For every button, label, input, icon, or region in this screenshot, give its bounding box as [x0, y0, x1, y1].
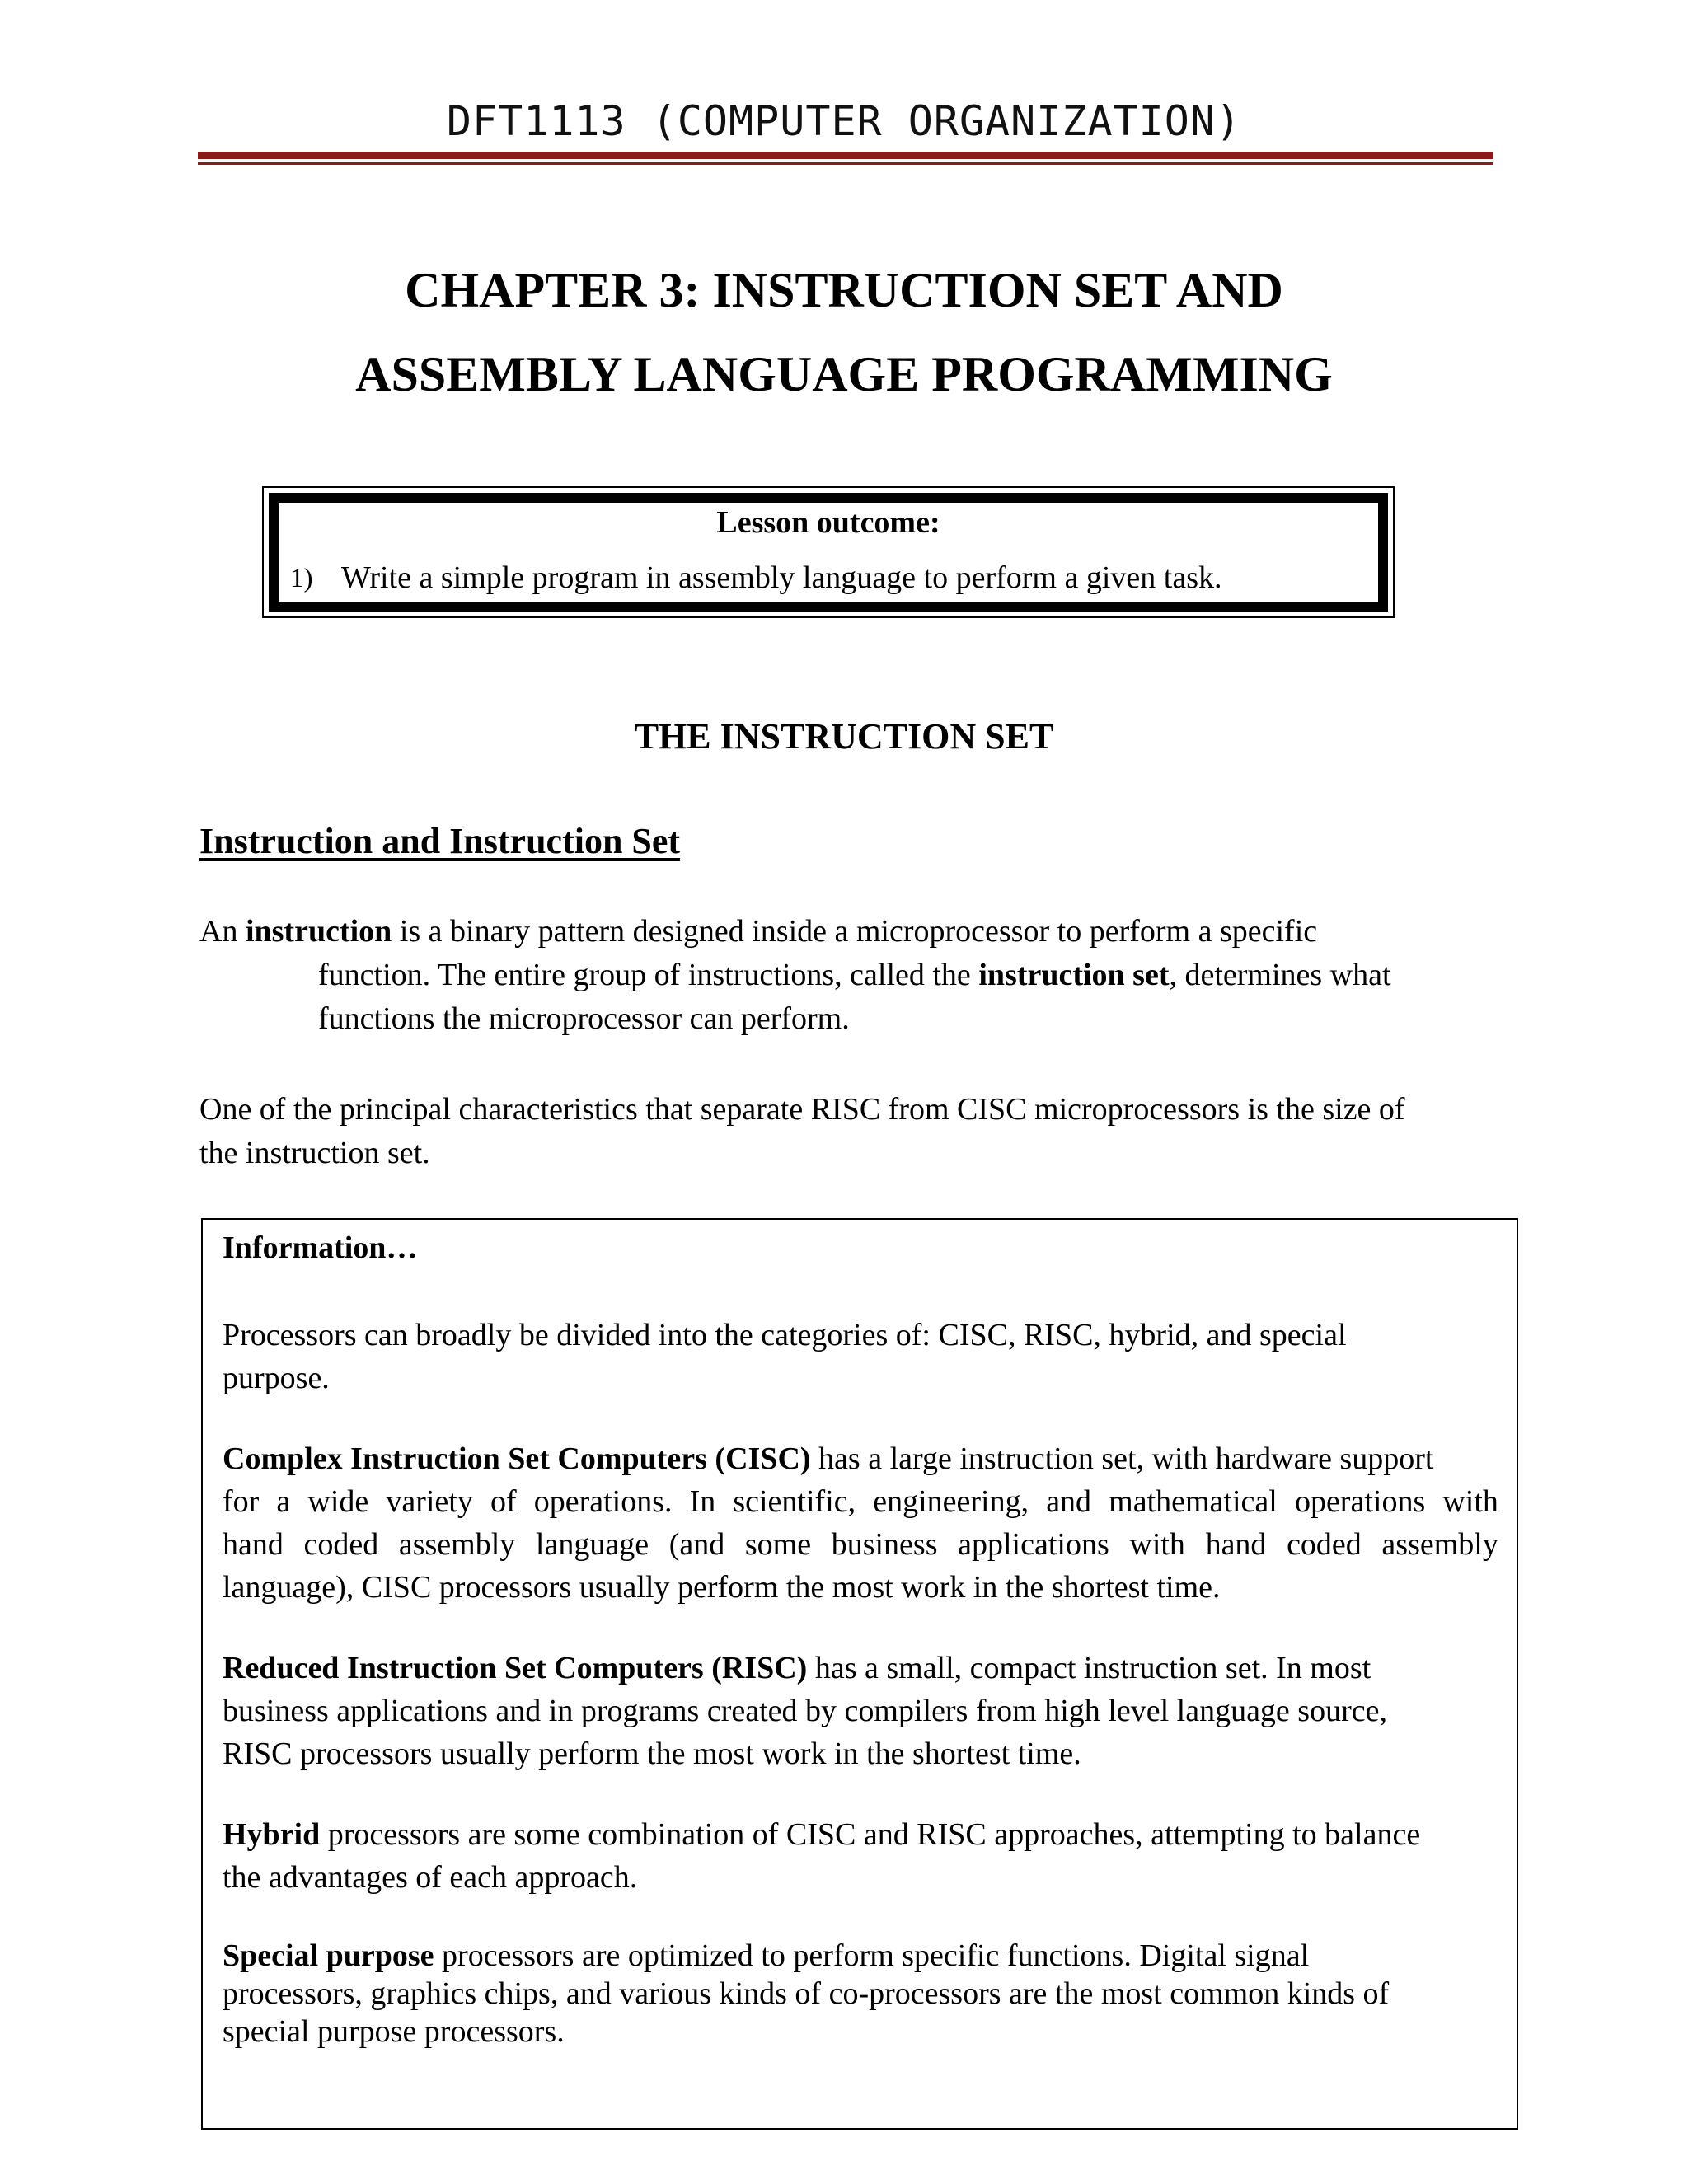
word: applications — [958, 1527, 1109, 1562]
info-line: processors, graphics chips, and various kinds of co-processors are the most common kinds of — [223, 1976, 1390, 2011]
word: designed — [632, 914, 744, 949]
word: operations — [1294, 1484, 1426, 1519]
word: inside — [752, 914, 827, 949]
word: a — [834, 914, 849, 949]
word: mathematical — [1109, 1484, 1278, 1519]
word: engineering, — [873, 1484, 1029, 1519]
paragraph-line — [199, 954, 1495, 997]
info-line: business applications and in programs created by compilers from high level language source, — [223, 1694, 1387, 1728]
term-instruction: instruction — [245, 914, 392, 949]
info-line: the advantages of each approach. — [223, 1860, 638, 1895]
special-purpose-paragraph — [223, 1937, 1498, 2050]
cisc-paragraph — [223, 1437, 1498, 1609]
word: wide — [307, 1484, 369, 1519]
term-special-purpose: Special purpose — [223, 1938, 434, 1973]
word: some — [744, 1527, 812, 1562]
word: with — [1129, 1527, 1185, 1562]
info-line — [223, 1937, 1498, 1975]
risc-paragraph — [223, 1647, 1498, 1775]
word: and — [1046, 1484, 1092, 1519]
word: specific — [1219, 914, 1318, 949]
word: of — [490, 1484, 517, 1519]
header-rule-thin — [198, 162, 1493, 165]
word: An — [199, 914, 238, 949]
lesson-outcome-text: Write a simple program in assembly language to perform a given task. — [341, 560, 1222, 595]
term-risc: Reduced Instruction Set Computers (RISC) — [223, 1651, 808, 1685]
word: a — [276, 1484, 291, 1519]
paragraph-line: functions the microprocessor can perform. — [318, 1001, 850, 1036]
word: In — [689, 1484, 716, 1519]
term-cisc: Complex Instruction Set Computers (CISC) — [223, 1441, 811, 1476]
word: binary — [450, 914, 531, 949]
text-run: has a large instruction set, with hardware support — [810, 1441, 1434, 1476]
word: variety — [386, 1484, 473, 1519]
paragraph-line — [199, 910, 1495, 954]
chapter-title-line1: CHAPTER 3: INSTRUCTION SET AND — [405, 263, 1283, 317]
paragraph-line: One of the principal characteristics that separate RISC from CISC microprocessors is the size of — [199, 1092, 1405, 1127]
word: hand — [223, 1527, 284, 1562]
info-line-justified — [223, 1523, 1498, 1566]
info-line — [223, 1813, 1498, 1856]
term-instruction-set: instruction set — [978, 958, 1170, 992]
word: assembly — [1381, 1527, 1498, 1562]
info-line: special purpose processors. — [223, 2014, 565, 2049]
term-hybrid: Hybrid — [223, 1817, 321, 1852]
word: to — [1057, 914, 1082, 949]
lesson-outcome-heading: Lesson outcome: — [716, 505, 940, 540]
word: with — [1442, 1484, 1498, 1519]
word: a — [1198, 914, 1212, 949]
section-title: THE INSTRUCTION SET — [634, 716, 1054, 757]
word: pattern — [537, 914, 626, 949]
word: business — [831, 1527, 938, 1562]
word: coded — [1287, 1527, 1362, 1562]
word: operations. — [533, 1484, 673, 1519]
word: assembly — [398, 1527, 516, 1562]
info-line: purpose. — [223, 1361, 330, 1395]
information-content — [223, 1226, 1498, 2050]
chapter-title-line2: ASSEMBLY LANGUAGE PROGRAMMING — [355, 347, 1333, 401]
word: for — [223, 1484, 260, 1519]
info-line-justified — [223, 1480, 1498, 1523]
info-line: language), CISC processors usually perform the most work in the shortest time. — [223, 1570, 1221, 1605]
word: is — [399, 914, 421, 949]
paragraph-instruction — [199, 910, 1495, 1041]
info-line: RISC processors usually perform the most work in the shortest time. — [223, 1736, 1081, 1771]
word: hand — [1205, 1527, 1267, 1562]
text-run: , determines what — [1169, 958, 1391, 992]
running-header: DFT1113 (COMPUTER ORGANIZATION) — [446, 97, 1242, 145]
word: coded — [303, 1527, 379, 1562]
word: scientific, — [733, 1484, 856, 1519]
info-line: Processors can broadly be divided into the categories of: CISC, RISC, hybrid, and special — [223, 1318, 1347, 1352]
hybrid-paragraph — [223, 1813, 1498, 1899]
information-heading: Information… — [223, 1230, 418, 1265]
word: a — [428, 914, 443, 949]
subheading: Instruction and Instruction Set — [199, 821, 681, 861]
lesson-outcome-number: 1) — [290, 564, 313, 593]
text-run: has a small, compact instruction set. In most — [807, 1651, 1372, 1685]
text-run: processors are some combination of CISC and RISC approaches, attempting to balance — [320, 1817, 1421, 1852]
info-line — [223, 1437, 1498, 1480]
paragraph-line: the instruction set. — [199, 1136, 430, 1170]
text-run: function. The entire group of instructions, called the — [318, 958, 979, 992]
header-rule — [198, 152, 1493, 159]
paragraph-risc-cisc — [199, 1088, 1518, 1175]
text-run: processors are optimized to perform specific functions. Digital signal — [434, 1938, 1310, 1973]
word: microprocessor — [856, 914, 1050, 949]
word: perform — [1089, 914, 1191, 949]
word: (and — [668, 1527, 725, 1562]
word: language — [535, 1527, 649, 1562]
info-line — [223, 1647, 1498, 1690]
